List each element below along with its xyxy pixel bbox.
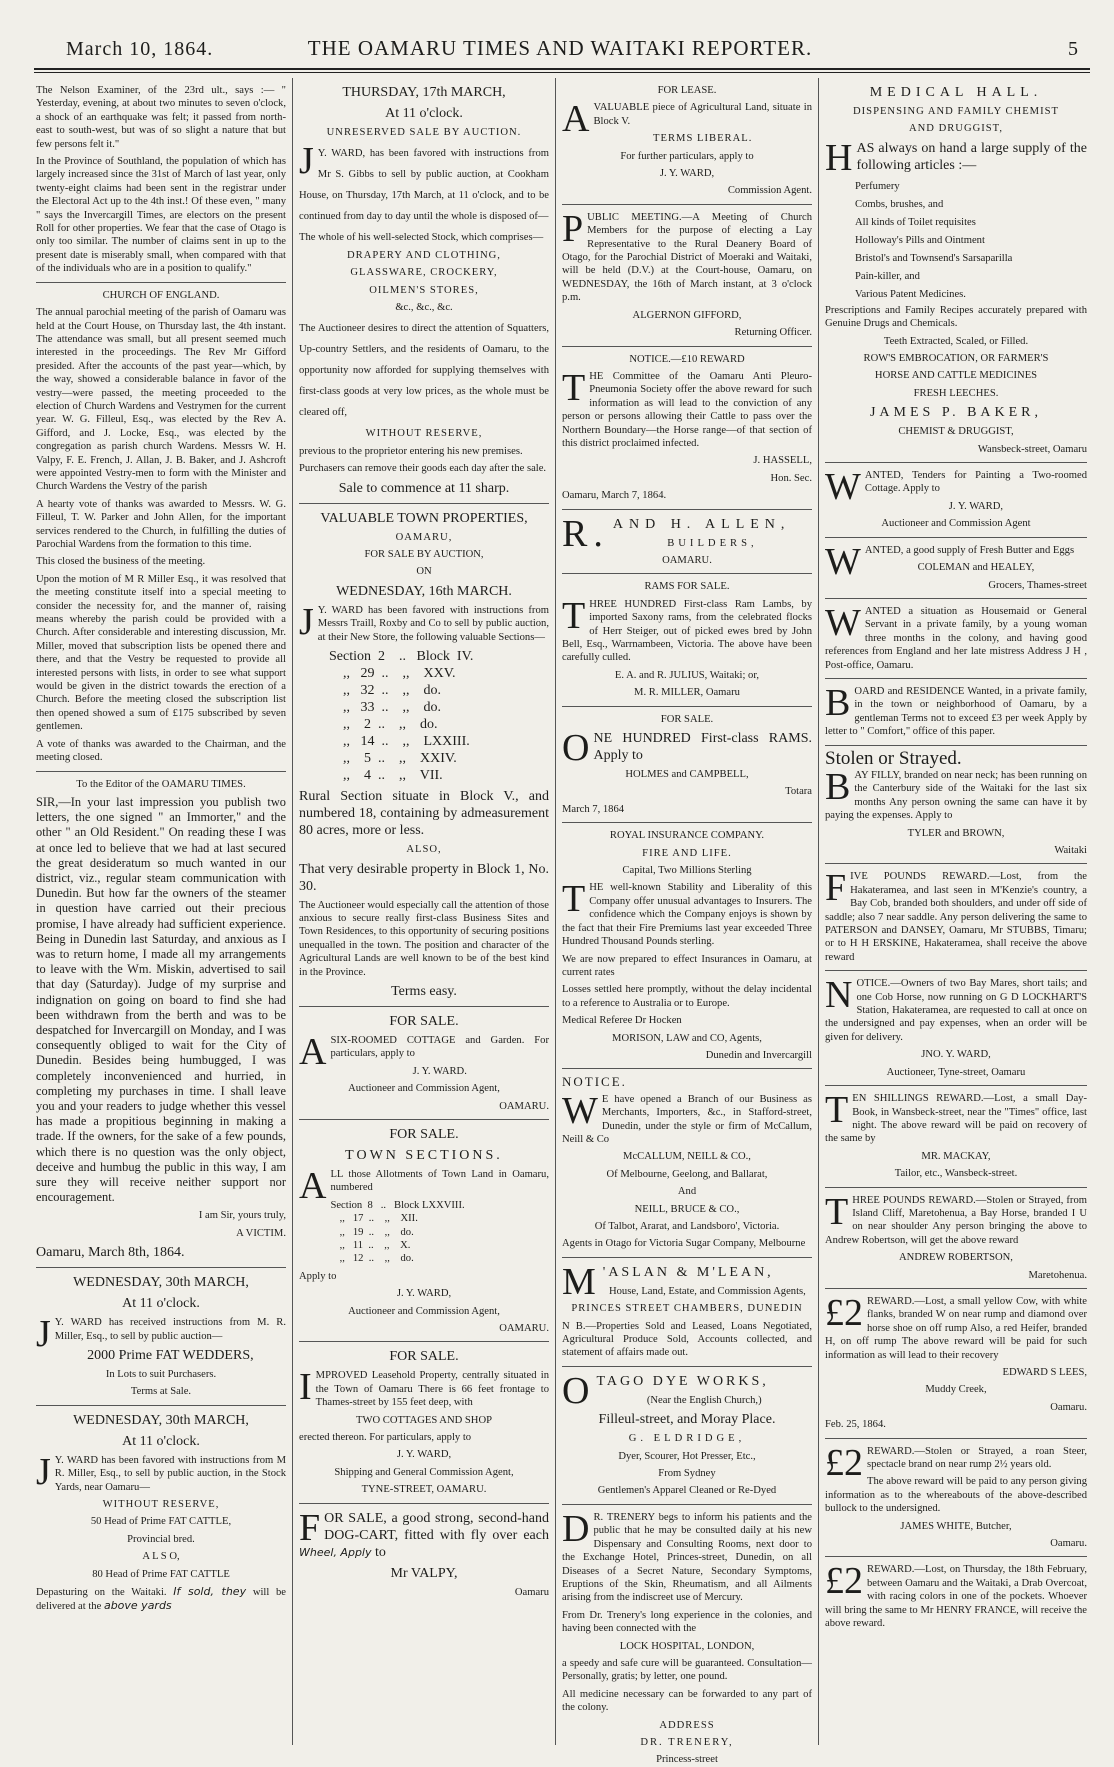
reward-place: Oamaru. bbox=[1050, 1538, 1087, 1550]
filly-body: AY FILLY, branded on near neck; has been running on the Canterbury side of the Waitaki for the last six months Any person owning the same can have it by paying the expenses. Apply to bbox=[825, 769, 1087, 822]
drop-cap: W bbox=[825, 466, 861, 509]
erected-text: erected thereon. For particulars, apply to bbox=[299, 1432, 472, 1444]
allotment-list bbox=[329, 1199, 549, 1266]
maslan-heading: 'ASLAN & M'LEAN, bbox=[602, 1264, 774, 1280]
insurance-body: HE well-known Stability and Liberality of this Company offer unusual advantages to Insurers. The confidence which the Company enjoys is shown by the fact that their Fire Premiums last year exceeded Three Hundred Thousand Pounds sterling. bbox=[562, 882, 812, 948]
trenery-body: All medicine necessary can be forwarded to any part of the colony. bbox=[562, 1688, 812, 1714]
leasehold-body: MPROVED Leasehold Property, centrally situated in the Town of Oamaru There is 66 feet frontage to Thames-street by 155 feet deep, with bbox=[315, 1370, 549, 1409]
allotment-row: ,, 11 .. ,, X. bbox=[329, 1240, 411, 1251]
divider bbox=[36, 1267, 286, 1268]
trenery-body: a speedy and safe cure will be guaranteed. Consultation—Personally, gratis; by letter, one pound. bbox=[562, 1657, 812, 1683]
insurance-text: We are now prepared to effect Insurances in Oamaru, at current rates bbox=[562, 953, 812, 978]
church-paragraph: This closed the business of the meeting. bbox=[36, 556, 206, 568]
divider bbox=[825, 1187, 1087, 1188]
reward-body: REWARD.—Lost, on Thursday, the 18th February, between Oamaru and the Waitaki, a Drab Overcoat, with racing colors in one of the pockets. Whoever will bring the same to Mr HENRY FRANCE, will receive the above reward. bbox=[825, 1564, 1087, 1630]
insurance-sub: FIRE AND LIFE. bbox=[642, 847, 732, 859]
drop-cap: D bbox=[562, 1507, 590, 1550]
chemist-role: CHEMIST & DRUGGIST, bbox=[898, 426, 1014, 438]
terms-easy: Terms easy. bbox=[391, 983, 457, 999]
handwritten-note: Wheel, Apply bbox=[299, 1545, 372, 1559]
maslan-sub: House, Land, Estate, and Commission Agents, bbox=[608, 1285, 806, 1297]
divider bbox=[825, 745, 1087, 746]
town-heading: VALUABLE TOWN PROPERTIES, bbox=[320, 510, 528, 526]
town-place: OAMARU, bbox=[395, 531, 453, 543]
lease-body: VALUABLE piece of Agricultural Land, situate in Block V. bbox=[593, 102, 812, 127]
drop-cap: J bbox=[299, 140, 314, 183]
drop-cap: J bbox=[36, 1313, 51, 1356]
allotment-row: ,, 17 .. ,, XII. bbox=[329, 1213, 418, 1225]
handwritten-note: If sold, they bbox=[173, 1585, 247, 1599]
unreserved-heading: UNRESERVED SALE BY AUCTION. bbox=[326, 127, 522, 138]
hall-rows: ROW'S EMBROCATION, OR FARMER'S bbox=[863, 353, 1049, 365]
divider bbox=[825, 462, 1087, 463]
agent-name: J. Y. WARD. bbox=[412, 1065, 467, 1077]
divider bbox=[299, 1341, 549, 1342]
stolen-heading: Stolen or Strayed. bbox=[825, 747, 962, 769]
wanted-role: Grocers, Thames-street bbox=[988, 579, 1087, 591]
divider bbox=[562, 573, 812, 574]
reward-body: REWARD.—Stolen or Strayed, a roan Steer, spectacle brand on near rump 2½ years old. bbox=[867, 1445, 1087, 1471]
stock-intro: The whole of his well-selected Stock, which comprises— bbox=[299, 232, 544, 244]
reward-place: Oamaru. bbox=[1050, 1401, 1087, 1413]
hall-item: All kinds of Toilet requisites bbox=[855, 216, 976, 228]
filly-place: Waitaki bbox=[1054, 845, 1087, 856]
goods-item: &c., &c., &c. bbox=[395, 302, 453, 314]
dye-sub: (Near the English Church,) bbox=[646, 1394, 762, 1406]
column-divider bbox=[292, 78, 293, 1745]
trenery-street: Princess-street bbox=[656, 1754, 718, 1766]
auction-also: A L S O, bbox=[142, 1551, 180, 1563]
drop-cap: T bbox=[562, 878, 586, 921]
divider bbox=[825, 537, 1087, 538]
auction-date: WEDNESDAY, 30th MARCH, bbox=[73, 1275, 249, 1291]
reward-body: IVE POUNDS REWARD.—Lost, from the Hakateramea, and last seen in M'Kenzie's country, a Bay Cob, branded both shoulders, and under off side of saddle; also 7 near saddle. Any person delivering the same to PATERSON and DANSEY, Oamaru, Mr STUBBS, Timaru; or to H H ERSKINE, Hakateramea, shall receive the above reward bbox=[825, 871, 1087, 963]
goods-item: DRAPERY AND CLOTHING, bbox=[347, 249, 501, 261]
drop-cap: £2 bbox=[825, 1441, 863, 1484]
lease-heading: FOR LEASE. bbox=[657, 85, 717, 96]
dye-address: Filleul-street, and Moray Place. bbox=[598, 1412, 776, 1428]
dogcart-body: OR SALE, a good strong, second-hand DOG-CART, fitted with fly over each bbox=[324, 1510, 549, 1543]
reward-date: Feb. 25, 1864. bbox=[825, 1419, 886, 1431]
for-sale-heading: FOR SALE. bbox=[389, 1013, 459, 1029]
auction-note: Depasturing on the Waitaki. bbox=[36, 1587, 167, 1599]
firm-location: Of Melbourne, Geelong, and Ballarat, bbox=[606, 1168, 768, 1180]
church-paragraph: A hearty vote of thanks was awarded to Messrs. W. G. Filleul, T. W. Parker and John Allen, for the important services rendered to the Church, in fulfilling the duties of Parochial Wardens from the formation to this time. bbox=[36, 498, 286, 550]
reward-body: EN SHILLINGS REWARD.—Lost, a small Day-Book, in Wansbeck-street, near the "Times" office, last night. The above reward will be paid on recovery of the same by bbox=[825, 1093, 1087, 1145]
masthead-rule bbox=[34, 68, 1090, 70]
officer-role: Returning Officer. bbox=[734, 327, 812, 339]
lease-further: For further particulars, apply to bbox=[620, 150, 754, 162]
sale-time: At 11 o'clock. bbox=[385, 106, 463, 121]
section-row: Section 2 .. Block IV. bbox=[329, 649, 474, 665]
hall-heading: MEDICAL HALL. bbox=[869, 85, 1043, 100]
divider bbox=[825, 1438, 1087, 1439]
southland-item: In the Province of Southland, the population of which has largely increased since the 31st of March of last year, only twenty-eight claims had been sent in the registrar under the Electoral Act up to the 4th inst.! Of these even, " many " says the Invercargill Times, are electors on the present Roll for other properties. We fear that the case of Otago is only too similar. The number of claims sent in up to the present date is miserably small, when compared with that of the individuals who are in a position to qualify." bbox=[36, 156, 286, 275]
sale-heading: FOR SALE. bbox=[660, 713, 714, 725]
sale-commence: Sale to commence at 11 sharp. bbox=[338, 480, 510, 496]
agent-name: J. Y. WARD, bbox=[659, 168, 715, 180]
agent-name: Mr VALPY, bbox=[390, 1565, 458, 1581]
agent-role: Commission Agent. bbox=[727, 185, 812, 197]
allen-trade: BUILDERS, bbox=[667, 537, 758, 549]
board-body: OARD and RESIDENCE Wanted, in a private family, in the town or neighborhood of Oamaru, by a gentleman Terms not to exceed £3 per week Apply by letter to " Comfort," office of this paper. bbox=[825, 685, 1087, 738]
without-reserve: WITHOUT RESERVE, bbox=[365, 428, 483, 440]
insurance-referee: Medical Referee Dr Hocken bbox=[562, 1015, 682, 1027]
drop-cap: P bbox=[562, 207, 584, 250]
for-sale-heading: FOR SALE. bbox=[389, 1126, 459, 1142]
drop-cap: A bbox=[562, 98, 590, 141]
auction-terms: Terms at Sale. bbox=[130, 1386, 192, 1398]
drop-cap: A bbox=[299, 1030, 327, 1073]
agent-place: OAMARU. bbox=[499, 1100, 549, 1112]
divider bbox=[36, 282, 286, 283]
for-sale-heading: FOR SALE. bbox=[389, 1349, 459, 1365]
chemist-name: JAMES P. BAKER, bbox=[869, 405, 1043, 421]
chemist-address: Wansbeck-street, Oamaru bbox=[977, 443, 1087, 455]
newspaper-title: THE OAMARU TIMES AND WAITAKI REPORTER. bbox=[307, 36, 813, 60]
church-paragraph: A vote of thanks was awarded to the Chairman, and the meeting closed. bbox=[36, 738, 286, 764]
allen-heading: AND H. ALLEN, bbox=[612, 516, 791, 532]
dye-trade: Dyer, Scourer, Hot Presser, Etc., bbox=[618, 1450, 756, 1462]
church-paragraph: Upon the motion of M R Miller Esq., it was resolved that the meeting constitute itself into a special meeting to consider the necessity for, and the manner of, raising means whereby the parish could be provided with a Church. After considerable and interesting discussion, Mr. Miller, moved that subscription lists be opened there and there, and that the Vestry be requested to provide all interested persons with lists, in order to see what support would be given in the district towards the erection of a Church. Before the meeting closed the subscription list then opened showed a sum of £175 subscribed by seven gentlemen. bbox=[36, 573, 286, 733]
notice-role: Auctioneer, Tyne-street, Oamaru bbox=[886, 1066, 1026, 1078]
allen-place: OAMARU. bbox=[662, 554, 712, 566]
reward-place: Muddy Creek, bbox=[925, 1384, 987, 1396]
divider bbox=[562, 509, 812, 510]
auction-item: 50 Head of Prime FAT CATTLE, bbox=[90, 1516, 232, 1528]
firm-and: And bbox=[677, 1186, 697, 1198]
without-reserve: WITHOUT RESERVE, bbox=[102, 1499, 220, 1511]
rams-names: E. A. and R. JULIUS, Waitaki; or, bbox=[614, 669, 760, 681]
hall-item: Combs, brushes, and bbox=[855, 198, 944, 210]
wanted-name: J. Y. WARD, bbox=[948, 500, 1004, 512]
hall-item: Various Patent Medicines. bbox=[855, 288, 966, 300]
auction-body: Y. WARD has been favored with instructions from M R. Miller, Esq., to sell by public auction, in the Stock Yards, near Oamaru— bbox=[54, 1454, 286, 1493]
sale-date: THURSDAY, 17th MARCH, bbox=[342, 85, 506, 100]
letter-body: SIR,—In your last impression you publish two letters, the one signed " an Immorter," and the other " an Old Resident." On reading these I was at once led to believe that we had at last secured the great desideratum so much wanted in our district, viz., regular steam communication with Dunedin. But how far the owners of the steamer in question have carried out their precious promise, I have already had sufficient experience. Being in Dunedin last Saturday, and anxious as I was to return home, I made all my arrangements to leave with the Wm. Miskin, advertised to sail that day (Saturday). Judge of my surprise and indignation on going on board to find she had been withdrawn from the berth and was to be despatched for Invercargill on Monday, and I was consequently obliged to wait for the City of Dunedin. Besides being humbugged, I was completely inconvenienced and hurried, in completing my purchases in time. I shall leave you and your readers to judge whether this vessel has made a propitious beginning in making a trade. If the owners, for the sake of a few pounds, which there is no question was the only object, deceive and humbug the public in this way, I am sure they will receive neither support nor encouragement. bbox=[36, 794, 286, 1205]
hall-teeth: Teeth Extracted, Scaled, or Filled. bbox=[883, 335, 1029, 347]
wanted-body: ANTED a situation as Housemaid or General Servant in a private family, by a young woman three months in the colony, and having good references from England and her late mistress Address J H , Post-office, Oamaru. bbox=[825, 605, 1087, 671]
rams-heading: RAMS FOR SALE. bbox=[644, 581, 730, 593]
wanted-name: COLEMAN and HEALEY, bbox=[917, 562, 1035, 574]
notice-heading: NOTICE. bbox=[562, 1074, 627, 1090]
drop-cap: A bbox=[299, 1164, 327, 1207]
auction-date: WEDNESDAY, 30th MARCH, bbox=[73, 1412, 249, 1428]
church-heading: CHURCH OF ENGLAND. bbox=[102, 289, 220, 301]
hall-leeches: FRESH LEECHES. bbox=[913, 387, 999, 399]
trenery-address-label: ADDRESS bbox=[659, 1719, 715, 1731]
hall-prescriptions: Prescriptions and Family Recipes accurately prepared with Genuine Drugs and Chemicals. bbox=[825, 304, 1087, 330]
firm-name: McCALLUM, NEILL & CO., bbox=[623, 1151, 751, 1163]
sale-name: HOLMES and CAMPBELL, bbox=[625, 769, 749, 781]
church-paragraph: The annual parochial meeting of the parish of Oamaru was held at the Court House, on Thursday last, the 4th instant. The attendance was small, but all present seemed much interested in the proceedings. The Rev Mr Gifford presided. After the accounts of the past year—which, by the way, showed a considerable balance in favor of the vestry—were passed, the meeting proceeded to the election of Church Wardens and Vestrymen for the current year. W. G. Filleul, Esq., was elected by the Rev A. Gifford, and J. Locke, Esq., was elected by the congregation as parish church Wardens. Messrs W. H. Valpy, F. E. French, J. Allan, J. B. Baker, and J. Ashcroft were appointed Vestry-men to form with the Minister and Church Wardens the Vestry of the parish bbox=[36, 307, 286, 493]
divider bbox=[562, 822, 812, 823]
town-on: ON bbox=[416, 566, 432, 578]
divider bbox=[562, 1504, 812, 1505]
notice-heading: NOTICE.—£10 REWARD bbox=[629, 353, 745, 365]
divider bbox=[562, 1068, 812, 1069]
cottages-heading: TWO COTTAGES AND SHOP bbox=[356, 1414, 492, 1426]
sale-place: Totara bbox=[785, 786, 812, 798]
hall-item: Bristol's and Townsend's Sarsaparilla bbox=[855, 252, 1013, 264]
drop-cap: I bbox=[299, 1366, 312, 1409]
section-row: ,, 32 .. ,, do. bbox=[329, 683, 441, 699]
hall-sub: AND DRUGGIST, bbox=[908, 123, 1004, 135]
divider bbox=[299, 1119, 549, 1120]
lease-terms: TERMS LIBERAL. bbox=[653, 133, 753, 145]
drop-cap: T bbox=[825, 1190, 849, 1233]
section-row: ,, 4 .. ,, VII. bbox=[329, 768, 443, 784]
auction-item: 2000 Prime FAT WEDDERS, bbox=[87, 1348, 254, 1364]
divider bbox=[562, 346, 812, 347]
insurance-text: Losses settled here promptly, without the delay incidental to a reference to Australia or to Europe. bbox=[562, 984, 812, 1009]
reward-body: HREE POUNDS REWARD.—Stolen or Strayed, from Island Cliff, Maretohenua, a Bay Horse, branded I U on near shoulder Any person bringing the above to Andrew Robertson, will get the above reward bbox=[825, 1194, 1087, 1246]
auction-lots: In Lots to suit Purchasers. bbox=[105, 1369, 217, 1381]
dye-heading: TAGO DYE WORKS, bbox=[596, 1373, 769, 1389]
masthead bbox=[30, 34, 1090, 62]
masthead-rule-thin bbox=[34, 72, 1090, 73]
section-row: ,, 29 .. ,, XXV. bbox=[329, 666, 456, 682]
insurance-places: Dunedin and Invercargill bbox=[705, 1049, 812, 1061]
drop-cap: £2 bbox=[825, 1291, 863, 1334]
divider bbox=[562, 204, 812, 205]
section-list bbox=[329, 648, 549, 784]
auctioneer-note: The Auctioneer would especially call the attention of those anxious to secure really first-class Business Sites and Town Residences, to this opportunity of securing positions unequalled in the town. The position and character of the Agricultural Lands are well known to be of the best kind in the Province. bbox=[299, 899, 549, 978]
cottage-body: SIX-ROOMED COTTAGE and Garden. For particulars, apply to bbox=[330, 1034, 549, 1060]
trenery-body: From Dr. Trenery's long experience in the colonies, and having been connected with the bbox=[562, 1609, 812, 1635]
hall-items bbox=[855, 178, 1087, 304]
auction-body: Y. WARD has received instructions from M. R. Miller, Esq., to sell by public auction— bbox=[54, 1317, 286, 1342]
agent-role: Auctioneer and Commission Agent, bbox=[348, 1083, 500, 1095]
dye-clean: Gentlemen's Apparel Cleaned or Re-Dyed bbox=[597, 1485, 777, 1497]
apply-label: Apply to bbox=[299, 1270, 337, 1282]
agent-place: Oamaru bbox=[514, 1586, 549, 1598]
notice-body: HE Committee of the Oamaru Anti Pleuro-Pneumonia Society offer the above reward for such information as will lead to the conviction of any person or persons allowing their Cattle to pass over the Northern Boundary—the Horse range—of that section of this district proclaimed infected. bbox=[562, 370, 812, 449]
dye-name: G. ELDRIDGE, bbox=[628, 1433, 746, 1445]
letter-heading: To the Editor of the OAMARU TIMES. bbox=[76, 778, 246, 790]
drop-cap: T bbox=[562, 594, 586, 637]
page-number: 5 bbox=[1068, 38, 1078, 60]
reward-role: Tailor, etc., Wansbeck-street. bbox=[894, 1168, 1018, 1180]
column-4 bbox=[825, 84, 1087, 1744]
divider bbox=[36, 771, 286, 772]
allotment-row: Section 8 .. Block LXXVIII. bbox=[330, 1199, 465, 1211]
agent-role: Auctioneer and Commission Agent, bbox=[348, 1305, 500, 1317]
filly-name: TYLER and BROWN, bbox=[907, 827, 1005, 839]
also-label: ALSO, bbox=[406, 844, 442, 856]
auctioneer-note: previous to the proprietor entering his new premises. bbox=[299, 445, 523, 457]
divider bbox=[825, 1085, 1087, 1086]
wanted-body: ANTED, Tenders for Painting a Two-roomed Cottage. Apply to bbox=[864, 470, 1087, 495]
firm-location: Of Talbot, Ararat, and Landsboro', Victoria. bbox=[594, 1221, 780, 1232]
auction-note: will be delivered at the bbox=[36, 1587, 286, 1613]
auctioneer-note: Purchasers can remove their goods each day after the sale. bbox=[299, 463, 547, 475]
firm-agents: Agents in Otago for Victoria Sugar Company, Melbourne bbox=[562, 1238, 806, 1250]
agent-name: J. Y. WARD, bbox=[396, 1288, 452, 1300]
goods-item: OILMEN'S STORES, bbox=[369, 284, 479, 296]
maslan-address: PRINCES STREET CHAMBERS, DUNEDIN bbox=[571, 1303, 803, 1315]
rural-section: Rural Section situate in Block V., and numbered 18, containing by admeasurement 80 acres, more or less. bbox=[299, 789, 549, 839]
section-row: ,, 5 .. ,, XXIV. bbox=[329, 751, 457, 767]
desirable-property: That very desirable property in Block 1, No. 30. bbox=[299, 861, 549, 894]
notice-name: JNO. Y. WARD, bbox=[921, 1049, 991, 1061]
insurance-capital: Capital, Two Millions Sterling bbox=[622, 865, 752, 877]
notice-date: Oamaru, March 7, 1864. bbox=[562, 490, 667, 502]
column-divider bbox=[818, 78, 819, 1745]
drop-cap: O bbox=[562, 727, 590, 770]
divider bbox=[825, 1288, 1087, 1289]
auction-time: At 11 o'clock. bbox=[122, 1296, 200, 1312]
wanted-role: Auctioneer and Commission Agent bbox=[881, 518, 1031, 530]
auction-note: Provincial bred. bbox=[127, 1533, 195, 1545]
letter-signature: A VICTIM. bbox=[236, 1227, 286, 1239]
ward-body: Y. WARD, has been favored with instructions from Mr S. Gibbs to sell by public auction, at Cookham House, on Thursday, 17th March, at 11 o'clock, and to be continued from day to day until the whole is disposed of— bbox=[299, 148, 549, 223]
section-row: ,, 33 .. ,, do. bbox=[329, 700, 441, 716]
town-sale: FOR SALE BY AUCTION, bbox=[364, 549, 484, 561]
reward-name: JAMES WHITE, Butcher, bbox=[900, 1520, 1012, 1532]
drop-cap: M bbox=[562, 1260, 599, 1303]
town-body: Y. WARD has been favored with instructions from Messrs Traill, Roxby and Co to sell by public auction, at their New Store, the following valuable Sections— bbox=[317, 604, 549, 643]
section-row: ,, 2 .. ,, do. bbox=[329, 717, 438, 733]
drop-cap: W bbox=[825, 601, 861, 644]
goods-item: GLASSWARE, CROCKERY, bbox=[350, 267, 498, 279]
divider bbox=[825, 1556, 1087, 1557]
section-row: ,, 14 .. ,, LXXIII. bbox=[329, 734, 470, 750]
hall-item: Perfumery bbox=[855, 180, 900, 192]
insurance-agents: MORISON, LAW and CO, Agents, bbox=[612, 1032, 762, 1044]
letter-signoff: I am Sir, yours truly, bbox=[198, 1210, 286, 1222]
dogcart-to: to bbox=[375, 1544, 386, 1560]
divider bbox=[825, 970, 1087, 971]
allotments-body: LL those Allotments of Town Land in Oamaru, numbered bbox=[330, 1168, 549, 1194]
divider bbox=[825, 598, 1087, 599]
town-sections-heading: TOWN SECTIONS. bbox=[345, 1147, 503, 1163]
divider bbox=[299, 503, 549, 504]
drop-cap: R. bbox=[562, 512, 609, 555]
drop-cap: T bbox=[562, 366, 586, 409]
notice-body: OTICE.—Owners of two Bay Mares, short tails; and one Cob Horse, now running on G D LOCKHART'S Station, Hakateramea, are requested to call at once on the undersigned and pay expenses, when an order will be given for delivery. bbox=[825, 978, 1087, 1043]
hall-body: AS always on hand a large supply of the following articles :— bbox=[856, 140, 1087, 173]
drop-cap: H bbox=[825, 136, 853, 179]
drop-cap: W bbox=[825, 540, 861, 583]
issue-date: March 10, 1864. bbox=[66, 38, 214, 60]
auctioneer-note: The Auctioneer desires to direct the attention of Squatters, Up-country Settlers, and the residents of Oamaru, to the opportunity now afforded for supplying themselves with first-class goods at very low prices, as the whole must be cleared off, bbox=[299, 323, 549, 419]
drop-cap: J bbox=[36, 1450, 51, 1493]
firm-name: NEILL, BRUCE & CO., bbox=[634, 1203, 740, 1215]
drop-cap: B bbox=[825, 681, 851, 724]
reward-body: The above reward will be paid to any person giving information as to the whereabouts of the above-described bullock to the undersigned. bbox=[825, 1476, 1087, 1515]
rams-names: M. R. MILLER, Oamaru bbox=[634, 687, 740, 699]
reward-body: REWARD.—Lost, a small yellow Cow, with white flanks, branded W on near rump and diamond over horse shoe on off rump Also, a red Heifer, branded H, on off rump The above reward will be paid for such information as will lead to their recovery bbox=[825, 1295, 1087, 1361]
drop-cap: B bbox=[825, 765, 851, 808]
auction-time: At 11 o'clock. bbox=[122, 1433, 200, 1449]
agent-place: OAMARU. bbox=[499, 1323, 549, 1335]
reward-place: Maretohenua. bbox=[1028, 1269, 1087, 1281]
insurance-heading: ROYAL INSURANCE COMPANY. bbox=[609, 830, 765, 842]
allotment-row: ,, 12 .. ,, do. bbox=[329, 1253, 414, 1265]
hall-item: Holloway's Pills and Ointment bbox=[855, 234, 985, 246]
divider bbox=[299, 1503, 549, 1504]
secretary-name: J. HASSELL, bbox=[753, 455, 812, 467]
notice-body: E have opened a Branch of our Business as Merchants, Importers, &c., in Stafford-street, Dunedin, under the style or firm of McCallum, Neill & Co bbox=[562, 1093, 812, 1145]
drop-cap: F bbox=[825, 867, 847, 910]
trenery-name: DR. TRENERY, bbox=[640, 1736, 734, 1748]
hall-item: Pain-killer, and bbox=[855, 270, 920, 282]
letter-date: Oamaru, March 8th, 1864. bbox=[36, 1245, 185, 1261]
divider bbox=[36, 1405, 286, 1406]
divider bbox=[825, 863, 1087, 864]
auction-item: 80 Head of Prime FAT CATTLE bbox=[92, 1568, 230, 1580]
column-2 bbox=[299, 84, 549, 1744]
drop-cap: N bbox=[825, 974, 853, 1017]
meeting-body: UBLIC MEETING.—A Meeting of Church Members for the purpose of electing a Lay Representative to the Rural Deanery Board of Otago, for the Parochial District of Moeraki and Waitaki, will be held (D.V.) at the Court-house, Oamaru, on WEDNESDAY, the 16th of March instant, at 3 o'clock p.m. bbox=[562, 211, 812, 304]
divider bbox=[562, 1366, 812, 1367]
officer-name: ALGERNON GIFFORD, bbox=[632, 309, 742, 321]
column-1 bbox=[36, 84, 286, 1744]
handwritten-note: above yards bbox=[103, 1599, 172, 1613]
allotment-row: ,, 19 .. ,, do. bbox=[329, 1226, 414, 1238]
reward-name: MR. MACKAY, bbox=[921, 1150, 991, 1162]
sale-date: March 7, 1864 bbox=[562, 803, 625, 815]
secretary-role: Hon. Sec. bbox=[770, 472, 812, 484]
drop-cap: £2 bbox=[825, 1560, 863, 1603]
wanted-body: ANTED, a good supply of Fresh Butter and Eggs bbox=[864, 544, 1075, 556]
divider bbox=[562, 1257, 812, 1258]
dye-from: From Sydney bbox=[658, 1468, 716, 1480]
agent-place: TYNE-STREET, OAMARU. bbox=[361, 1484, 487, 1496]
divider bbox=[299, 1006, 549, 1007]
rams-body: HREE HUNDRED First-class Ram Lambs, by imported Saxony rams, from the celebrated flocks of Herr Steiger, out of picked ewes bred by John Bell, Esq., Warrnambeen, Victoria. The above have been carefully culled. bbox=[562, 598, 812, 664]
drop-cap: T bbox=[825, 1089, 849, 1132]
divider bbox=[562, 706, 812, 707]
drop-cap: J bbox=[299, 600, 314, 643]
drop-cap: W bbox=[562, 1089, 598, 1132]
reward-name: ANDREW ROBERTSON, bbox=[899, 1252, 1013, 1264]
earthquake-item: The Nelson Examiner, of the 23rd ult., says :— " Yesterday, evening, at about two minutes to seven o'clock, a shock of an earthquake was felt; it passed from north-east to south-west, but was of so slight a nature that but few persons felt it." bbox=[36, 85, 286, 150]
column-3 bbox=[562, 84, 812, 1766]
sale-body: NE HUNDRED First-class RAMS. Apply to bbox=[593, 731, 812, 764]
hall-horse: HORSE AND CATTLE MEDICINES bbox=[874, 370, 1038, 382]
agent-name: J. Y. WARD, bbox=[396, 1449, 452, 1461]
trenery-hospital: LOCK HOSPITAL, LONDON, bbox=[619, 1640, 755, 1652]
maslan-nb: N B.—Properties Sold and Leased, Loans Negotiated, Agricultural Produce Sold, Accounts collected, and statement of affairs made out. bbox=[562, 1320, 812, 1359]
divider bbox=[825, 678, 1087, 679]
drop-cap: O bbox=[562, 1369, 593, 1412]
reward-name: EDWARD S LEES, bbox=[1002, 1367, 1087, 1378]
trenery-body: R. TRENERY begs to inform his patients and the public that he may be consulted daily at his new Dispensary and Consulting Rooms, next door to the Exchange Hotel, Princes-street, Dunedin, on all Diseases of a Secret Nature, Secondary Symptoms, Eruptions of the Skin, Rheumatism, and all Ailments arising from the indiscreet use of Mercury. bbox=[562, 1511, 812, 1604]
agent-role: Shipping and General Commission Agent, bbox=[334, 1466, 514, 1478]
hall-sub: DISPENSING AND FAMILY CHEMIST bbox=[853, 106, 1059, 117]
town-date: WEDNESDAY, 16th MARCH. bbox=[336, 583, 512, 599]
column-divider bbox=[555, 78, 556, 1745]
drop-cap: F bbox=[299, 1506, 321, 1549]
